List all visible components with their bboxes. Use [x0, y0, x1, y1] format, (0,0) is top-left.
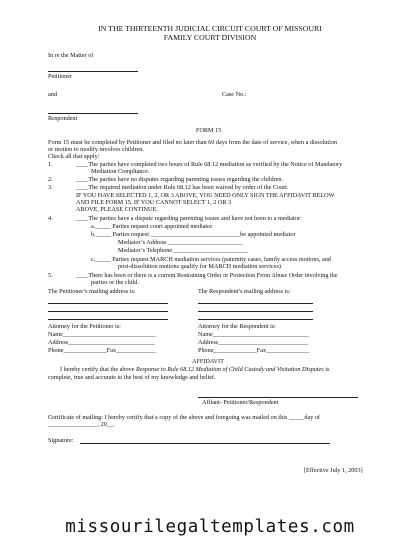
affidavit-text-italic: Response to Rule 68.12 Mediation of Child Custody and Visitation Disputes — [135, 366, 324, 373]
attorney-petitioner-label: Attorney for the Petitioner is: — [48, 323, 121, 330]
item-4a: a._____ Parties request court appointed mediator — [91, 223, 213, 230]
respondent-address-line-1 — [198, 303, 313, 304]
item-5-text: ____There has been or there is a current Restraining Order or Protection From Abuse Order involving the — [76, 272, 338, 279]
signature-line — [80, 443, 330, 444]
item-1-text: ____The parties have completed two hours of Rule 68.12 mediation as verified by the Notice of Mandatory — [76, 161, 343, 168]
attorney-respondent-label: Attorney for the Respondent is: — [198, 323, 277, 330]
respondent-address-line-2 — [198, 311, 313, 312]
certificate-line-2: ________________, 20__. — [48, 421, 115, 428]
footer-brand: missourilegaltemplates.com — [65, 517, 355, 537]
note-line-1: IF YOU HAVE SELECTED 1, 2, OR 3 ABOVE, YOU NEED ONLY SIGN THE AFFIDAVIT BELOW — [76, 192, 335, 199]
item-2-text: ____The parties have no disputes regarding parenting issues regarding the children. — [76, 176, 284, 183]
in-re-label: In re the Matter of — [48, 52, 94, 59]
petitioner-address-line-3 — [48, 319, 168, 320]
intro-line-3: Check all that apply: — [48, 153, 100, 160]
item-1-number: 1. — [48, 161, 53, 168]
respondent-line — [48, 113, 138, 114]
item-4b: b._____ Parties request _____________________________be appointed mediator — [91, 231, 296, 238]
petitioner-address-line-2 — [48, 311, 168, 312]
case-no-label: Case No.: — [222, 91, 247, 98]
attorney-petitioner-phone: Phone______________Fax_____________ — [48, 347, 157, 354]
attorney-respondent-name: Name_______________________________ — [198, 331, 309, 338]
item-5-text-cont: parties or the child. — [91, 279, 139, 286]
attorney-respondent-phone: Phone______________Fax______________ — [198, 347, 310, 354]
affiant-signature-line — [198, 397, 358, 398]
court-title: IN THE THIRTEENTH JUDICIAL CIRCUIT COURT OF MISSOURI — [98, 24, 322, 33]
respondent-address-line-3 — [198, 319, 313, 320]
respondent-mailing-label: The Respondent’s mailing address is: — [198, 288, 291, 295]
mediator-address: Mediator’s Address ________________________ — [118, 239, 243, 246]
affidavit-text-pre: I hereby certify that the above — [60, 366, 136, 373]
item-2-number: 2. — [48, 176, 53, 183]
item-4-text: ____The parties have a dispute regarding parenting issues and have not been to a mediator: — [76, 215, 302, 222]
respondent-label: Respondent — [48, 115, 78, 122]
note-line-3: ABOVE, PLEASE CONTINUE. — [76, 206, 158, 213]
petitioner-address-line-1 — [48, 303, 168, 304]
attorney-respondent-address: Address_____________________________ — [198, 339, 308, 346]
certificate-line-1: Certificate of mailing: I hereby certify that a copy of the above and foregoing was mailed on this _____day of — [48, 414, 320, 421]
petitioner-label: Petitioner — [48, 73, 73, 80]
affidavit-text-post: is — [323, 366, 330, 373]
item-3-number: 3. — [48, 184, 53, 191]
item-1-text-cont: Mediation Compliance. — [91, 168, 150, 175]
affiant-label: Affiant- Petitioner/Respondent — [202, 399, 279, 406]
item-4c: c._____ Parties request MARCH mediation services (paternity cases, family access motions, and — [91, 256, 331, 263]
mediator-telephone: Mediator’s Telephone ________________________ — [118, 247, 248, 254]
affidavit-title: AFFIDAVIT — [192, 358, 224, 365]
effective-date: [Effective July 1, 2003] — [304, 467, 363, 474]
signature-label: Signature: — [48, 437, 74, 444]
affidavit-text-line-2: complete, true and accurate to the best of my knowledge and belief. — [48, 374, 216, 381]
and-label: and — [48, 91, 57, 98]
form-title: FORM 15 — [196, 127, 222, 134]
intro-line-2: or motion to modify involves children. — [48, 146, 144, 153]
division-title: FAMILY COURT DIVISION — [163, 33, 257, 42]
item-5-number: 5. — [48, 272, 53, 279]
attorney-petitioner-address: Address____________________________ — [48, 339, 155, 346]
item-4c-cont: post-dissolution motions qualify for MARCH mediation services) — [118, 263, 281, 270]
item-4-number: 4. — [48, 215, 53, 222]
attorney-petitioner-name: Name______________________________ — [48, 331, 156, 338]
intro-line-1: Form 15 must be completed by Petitioner and filed no later than 60 days from the date of service, when a dissolution — [48, 139, 338, 146]
petitioner-mailing-label: The Petitioner’s mailing address is: — [48, 288, 136, 295]
note-line-2: AND FILE FORM 15. IF YOU CANNOT SELECT 1, 2 OR 3 — [76, 199, 232, 206]
affidavit-text — [60, 366, 329, 373]
item-3-text: ____The required mediation under Rule 68.12 has been waived by order of the Court. — [76, 184, 289, 191]
petitioner-line — [48, 71, 138, 72]
